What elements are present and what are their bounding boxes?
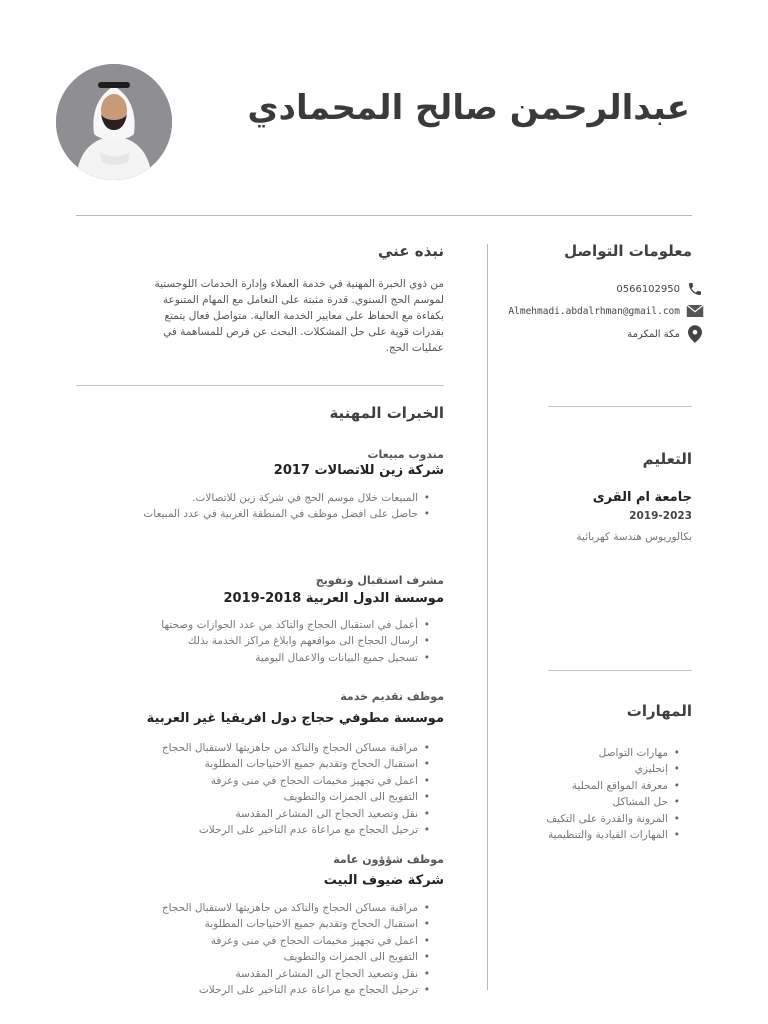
location-text: مكة المكرمة bbox=[627, 328, 680, 340]
job-bullet: • ارسال الحجاج الى مواقعهم وابلاغ مراكز الخدمة بذلك bbox=[161, 633, 432, 649]
education-divider bbox=[548, 670, 692, 671]
job-company: شركة زين للاتصالات 2017 bbox=[273, 463, 444, 478]
job-role: مندوب مبيعات bbox=[367, 448, 444, 461]
contact-phone bbox=[616, 279, 704, 299]
skill-item: • حل المشاكل bbox=[546, 794, 682, 810]
education-years: 2019-2023 bbox=[629, 510, 692, 522]
job-bullet: • اعمل في تجهيز مخيمات الحجاج في منى وعرفة bbox=[162, 933, 432, 949]
education-title: التعليم bbox=[642, 450, 692, 468]
person-photo-icon bbox=[56, 64, 172, 180]
about-line: من ذوي الخبرة المهنية في خدمة العملاء وإدارة الخدمات اللوجستية bbox=[154, 278, 444, 290]
phone-icon bbox=[686, 280, 704, 298]
contact-divider bbox=[548, 406, 692, 407]
job-bullet: • المبيعات خلال موسم الحج في شركة زين للاتصالات. bbox=[143, 490, 432, 506]
about-line: لموسم الحج السنوي. قدرة مثبتة على التعامل مع المهام المتنوعة bbox=[162, 294, 444, 306]
about-text bbox=[94, 276, 444, 356]
job-bullet: • نقل وتصعيد الحجاج الى المشاعر المقدسة bbox=[162, 806, 432, 822]
job-bullet: • نقل وتصعيد الحجاج الى المشاعر المقدسة bbox=[162, 966, 432, 982]
skill-item: • المهارات القيادية والتنظيمية bbox=[546, 827, 682, 843]
job-bullet: • ترحيل الحجاج مع مراعاة عدم التاخير على الرحلات bbox=[162, 822, 432, 838]
job-role: موظف تقديم خدمة bbox=[340, 690, 444, 703]
skill-item: • مهارات التواصل bbox=[546, 745, 682, 761]
skills-list bbox=[546, 745, 682, 843]
job-bullet: • أعمل في استقبال الحجاج والتاكد من عدد الجوازات وصحتها bbox=[161, 617, 432, 633]
skill-item: • المرونة والقدرة على التكيف bbox=[546, 811, 682, 827]
envelope-icon bbox=[686, 302, 704, 320]
job-role: موظف شؤؤون عامة bbox=[333, 853, 444, 866]
skill-item: • إنجليزي bbox=[546, 761, 682, 777]
about-line: بكفاءة مع الحفاظ على معايير الخدمة العالية. متواصل فعال يتمتع bbox=[164, 310, 444, 322]
skills-title: المهارات bbox=[626, 702, 692, 720]
phone-text: 0566102950 bbox=[616, 283, 680, 295]
education-school: جامعة ام القرى bbox=[592, 490, 692, 505]
email-text: Almehmadi.abdalrhman@gmail.com bbox=[508, 305, 680, 317]
job-bullet: • حاصل على افضل موظف في المنطقة الغربية في عدد المبيعات bbox=[143, 506, 432, 522]
job-bullets bbox=[143, 490, 432, 523]
about-title: نبذه عني bbox=[377, 242, 444, 260]
header-divider bbox=[76, 215, 692, 216]
job-bullet: • التفويج الى الجمرات والتطويف bbox=[162, 789, 432, 805]
experience-title: الخبرات المهنية bbox=[329, 404, 444, 422]
contact-email bbox=[508, 301, 704, 321]
candidate-name: عبدالرحمن صالح المحمادي bbox=[247, 88, 690, 128]
job-bullet: • استقبال الحجاج وتقديم جميع الاحتياجات المطلوبة bbox=[162, 756, 432, 772]
job-role: مشرف استقبال وتفويج bbox=[315, 574, 444, 587]
job-company: موسسة مطوفي حجاج دول افريقيا غير العربية bbox=[146, 711, 444, 726]
avatar bbox=[56, 64, 172, 180]
column-divider bbox=[487, 244, 488, 990]
job-bullet: • اعمل في تجهيز مخيمات الحجاج في منى وعرفة bbox=[162, 773, 432, 789]
contact-location bbox=[627, 324, 704, 344]
job-bullet: • التفويج الى الجمرات والتطويف bbox=[162, 949, 432, 965]
job-bullet: • تسجيل جميع البيانات والاعمال اليومية bbox=[161, 650, 432, 666]
job-bullets bbox=[161, 617, 432, 666]
job-bullet: • مراقبة مساكن الحجاج والتاكد من جاهزيتها لاستقبال الحجاج bbox=[162, 900, 432, 916]
job-bullet: • استقبال الحجاج وتقديم جميع الاحتياجات المطلوبة bbox=[162, 916, 432, 932]
job-bullet: • ترحيل الحجاج مع مراعاة عدم التاخير على الرحلات bbox=[162, 982, 432, 998]
job-bullet: • مراقبة مساكن الحجاج والتاكد من جاهزيتها لاستقبال الحجاج bbox=[162, 740, 432, 756]
about-divider bbox=[76, 385, 444, 386]
about-line: عمليات الحج. bbox=[385, 342, 444, 354]
about-line: بقدرات قوية على حل المشكلات. البحث عن فرص للمساهمة في bbox=[163, 326, 444, 338]
contact-title: معلومات التواصل bbox=[564, 242, 692, 260]
map-pin-icon bbox=[686, 325, 704, 343]
job-company: شركة ضيوف البيت bbox=[323, 873, 444, 888]
skill-item: • معرفة المواقع المحلية bbox=[546, 778, 682, 794]
job-company: موسسة الدول العربية 2018-2019 bbox=[223, 591, 444, 606]
job-bullets bbox=[162, 740, 432, 838]
education-degree: بكالوريوس هندسة كهربائية bbox=[576, 531, 692, 543]
job-bullets bbox=[162, 900, 432, 998]
